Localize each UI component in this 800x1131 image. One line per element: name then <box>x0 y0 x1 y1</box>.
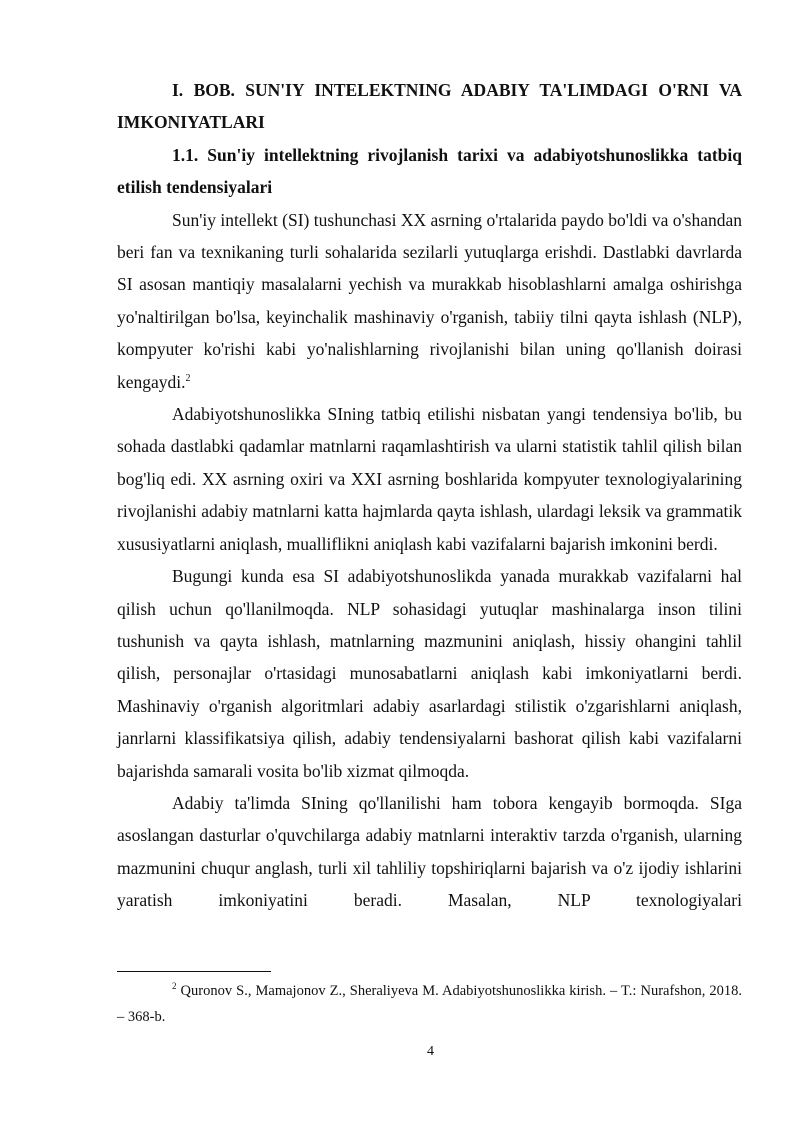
page-number: 4 <box>427 1044 434 1059</box>
section-heading: 1.1. Sun'iy intellektning rivojlanish tarixi va adabiyotshunoslikka tatbiq etilish tendensiyalari <box>117 144 742 198</box>
chapter-heading: I. BOB. SUN'IY INTELEKTNING ADABIY TA'LIMDAGI O'RNI VA IMKONIYATLARI <box>117 80 742 133</box>
footnote <box>117 978 742 1030</box>
main-text <box>117 74 742 917</box>
paragraph-text: Sun'iy intellekt (SI) tushunchasi XX asrning o'rtalarida paydo bo'ldi va o'shandan beri fan va texnikaning turli sohalarida sezilarli yutuqlarga erishdi. Dastlabki davrlarda SI asosan mantiqiy masalalarni yechish va murakkab hisoblashlarni amalga oshirishga yo'naltirilgan bo'lsa, keyinchalik mashinaviy o'rganish, tabiiy tilni qayta ishlash (NLP), kompyuter ko'rishi kabi yo'nalishlarning rivojlanishi bilan uning qo'llanish doirasi kengaydi. <box>117 209 742 392</box>
footnote-marker: 2 <box>172 981 177 992</box>
footnote-text: Quronov S., Mamajonov Z., Sheraliyeva M. Adabiyotshunoslikka kirish. – T.: Nurafshon, 2018. – 368-b. <box>117 983 742 1025</box>
paragraph: Adabiyotshunoslikka SIning tatbiq etilishi nisbatan yangi tendensiya bo'lib, bu sohada dastlabki qadamlar matnlarni raqamlashtirish va ularni statistik tahlil qilish bilan bog'liq edi. XX asrning oxiri va XXI asrning boshlarida kompyuter texnologiyalarining rivojlanishi adabiy matnlarni katta hajmlarda qayta ishlash, ulardagi leksik va grammatik xususiyatlarni aniqlash, mualliflikni aniqlash kabi vazifalarni bajarish imkonini berdi. <box>117 404 742 554</box>
paragraph: Bugungi kunda esa SI adabiyotshunoslikda yanada murakkab vazifalarni hal qilish uchun qo'llanilmoqda. NLP sohasidagi yutuqlar mashinalarga inson tilini tushunish va qayta ishlash, matnlarning mazmunini aniqlash, hissiy ohangini tahlil qilish, personajlar o'rtasidagi munosabatlarni aniqlash kabi imkoniyatlarni berdi. Mashinaviy o'rganish algoritmlari adabiy asarlardagi stilistik o'zgarishlarni aniqlash, janrlarni klassifikatsiya qilish, adabiy tendensiyalarni bashorat qilish kabi vazifalarni bajarishda samarali vosita bo'lib xizmat qilmoqda. <box>117 566 742 781</box>
footnote-separator <box>117 971 271 972</box>
footnote-reference: 2 <box>185 372 191 384</box>
paragraph <box>117 204 742 398</box>
paragraph: Adabiy ta'limda SIning qo'llanilishi ham tobora kengayib bormoqda. SIga asoslangan dasturlar o'quvchilarga adabiy matnlarni interaktiv tarzda o'rganish, ularning mazmunini chuqur anglash, turli xil tahliliy topshiriqlarni bajarish va o'z ijodiy ishlarini yaratish imkoniyatini beradi. Masalan, NLP texnologiyalari <box>117 792 742 911</box>
